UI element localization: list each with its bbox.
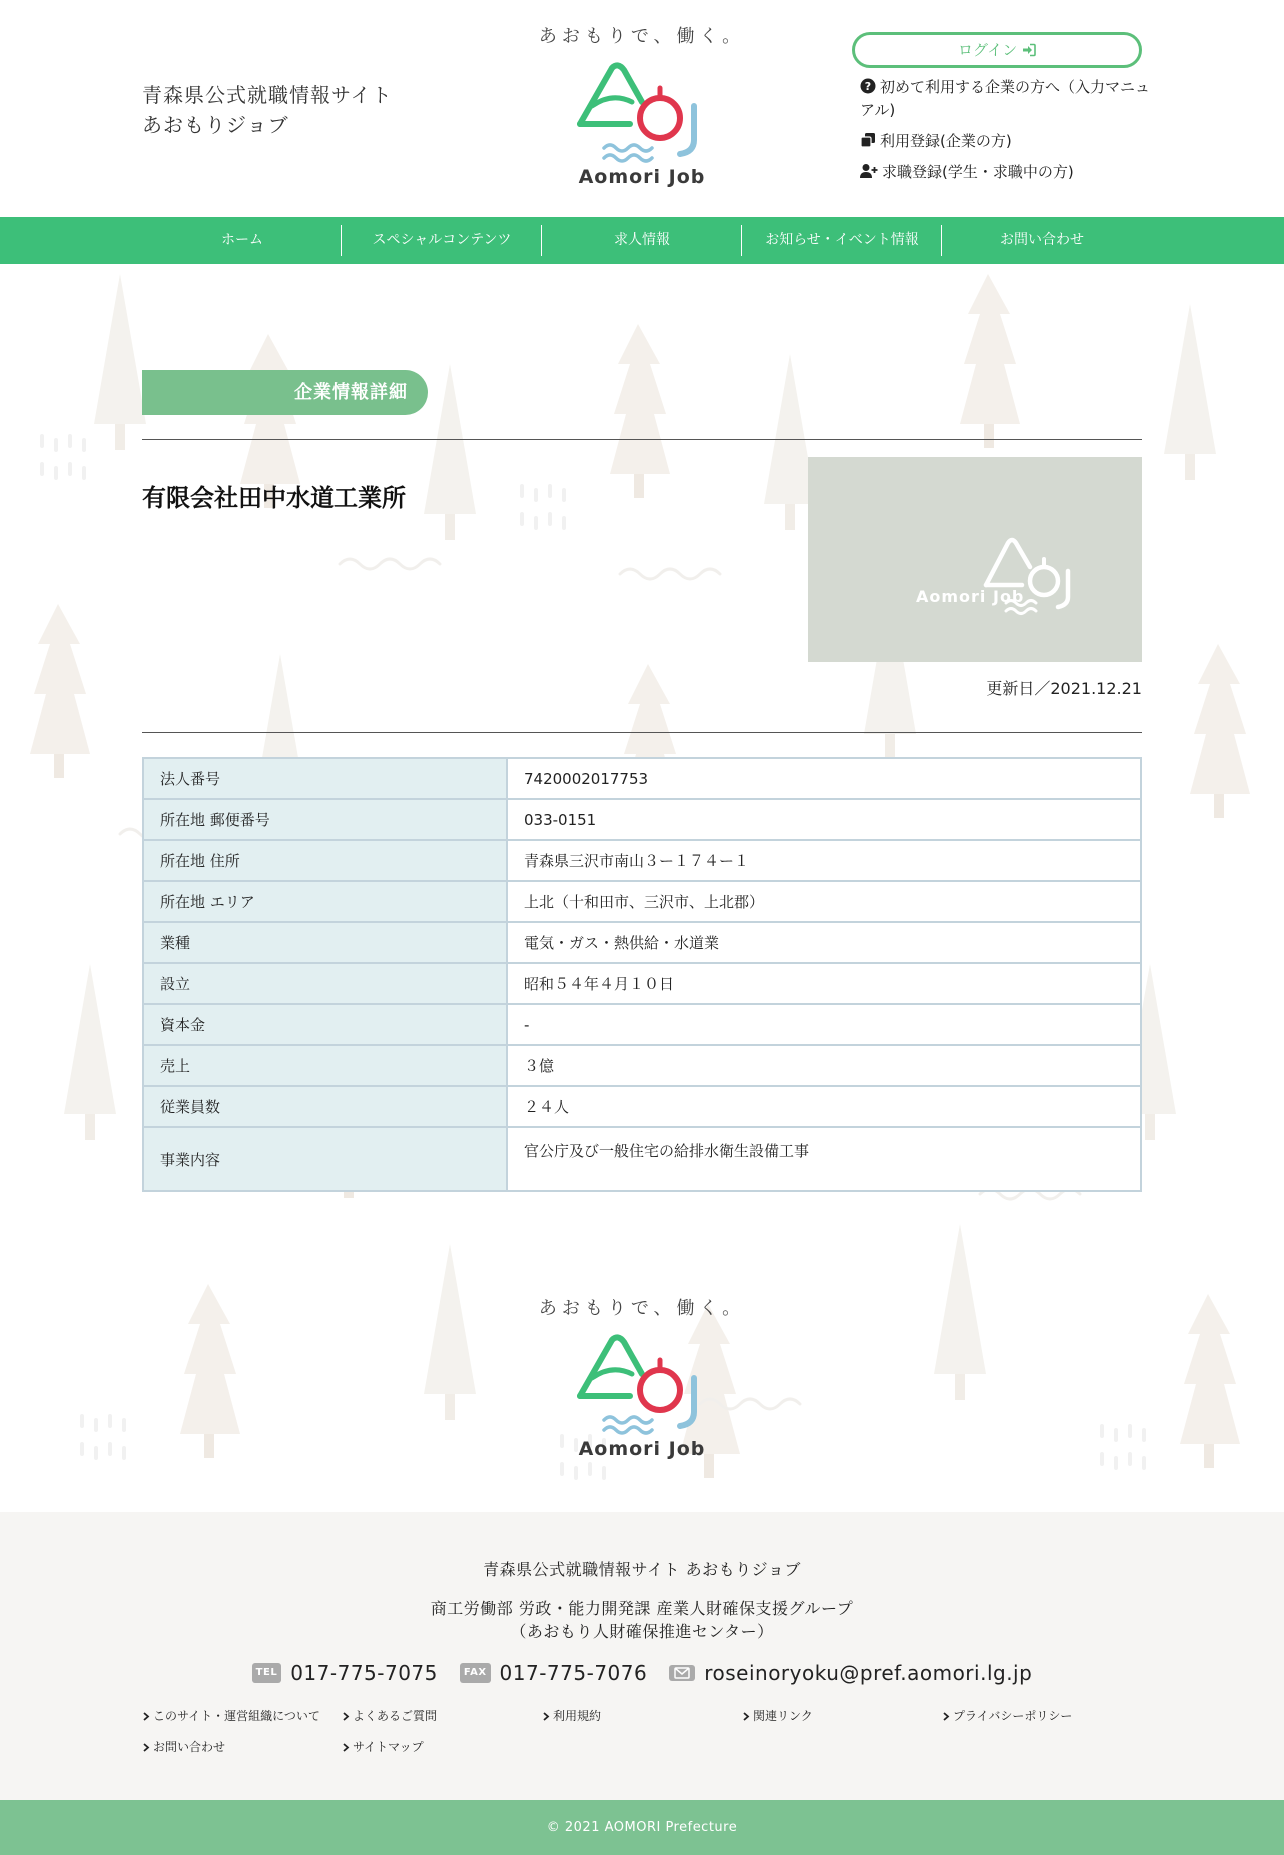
placeholder-logo-text: Aomori Job bbox=[916, 587, 1025, 606]
footer-link-label: お問い合わせ bbox=[153, 1740, 226, 1754]
row-label: 事業内容 bbox=[143, 1127, 507, 1191]
table-row bbox=[143, 758, 1141, 799]
row-label: 売上 bbox=[143, 1045, 507, 1086]
nav-divider bbox=[541, 225, 542, 256]
row-value: - bbox=[507, 1004, 1141, 1045]
row-value: 昭和５４年４月１０日 bbox=[507, 963, 1141, 1004]
nav-divider bbox=[941, 225, 942, 256]
chevron-right-icon bbox=[342, 1743, 350, 1752]
footer-link-label: プライバシーポリシー bbox=[953, 1709, 1073, 1723]
footer-link-label: よくあるご質問 bbox=[353, 1709, 438, 1723]
chevron-right-icon bbox=[142, 1712, 150, 1721]
question-icon bbox=[860, 78, 876, 94]
login-label: ログイン bbox=[957, 41, 1018, 59]
logo-text: Aomori Job bbox=[578, 1438, 706, 1460]
row-label: 所在地 郵便番号 bbox=[143, 799, 507, 840]
login-button[interactable] bbox=[852, 32, 1142, 68]
placeholder-logo bbox=[808, 457, 1142, 662]
company-name: 有限会社田中水道工業所 bbox=[142, 484, 406, 512]
footer-site-name: 青森県公式就職情報サイト あおもりジョブ bbox=[483, 1560, 801, 1579]
row-value: ２４人 bbox=[507, 1086, 1141, 1127]
table-row bbox=[143, 963, 1141, 1004]
row-value: 電気・ガス・熱供給・水道業 bbox=[507, 922, 1141, 963]
row-label: 法人番号 bbox=[143, 758, 507, 799]
footer-link-related[interactable] bbox=[742, 1708, 942, 1725]
footer-link-label: このサイト・運営組織について bbox=[153, 1709, 320, 1723]
tel-badge: TEL bbox=[252, 1663, 282, 1683]
company-register-label: 利用登録(企業の方) bbox=[880, 132, 1012, 150]
table-row bbox=[143, 922, 1141, 963]
footer-link-label: 関連リンク bbox=[753, 1709, 813, 1723]
jobseeker-register-link[interactable] bbox=[860, 161, 1150, 184]
svg-text:?: ? bbox=[864, 80, 872, 93]
site-footer bbox=[0, 1512, 1284, 1800]
nav-divider bbox=[341, 225, 342, 256]
user-plus-icon bbox=[860, 163, 878, 179]
first-time-company-label: 初めて利用する企業の方へ（入力マニュアル) bbox=[860, 78, 1151, 119]
row-label: 資本金 bbox=[143, 1004, 507, 1045]
chevron-right-icon bbox=[942, 1712, 950, 1721]
site-title[interactable] bbox=[142, 80, 393, 140]
update-date: 更新日／2021.12.21 bbox=[986, 679, 1142, 698]
chevron-right-icon bbox=[142, 1743, 150, 1752]
company-info-table bbox=[142, 757, 1142, 1192]
header-tagline: あおもりで、働く。 bbox=[538, 26, 746, 47]
aomori-job-logo-mark bbox=[572, 1334, 712, 1438]
nav-item-special-contents[interactable]: スペシャルコンテンツ bbox=[372, 232, 512, 248]
mail-icon bbox=[669, 1665, 695, 1681]
chevron-right-icon bbox=[542, 1712, 550, 1721]
global-nav bbox=[0, 217, 1284, 264]
divider bbox=[142, 732, 1142, 733]
nav-item-contact[interactable]: お問い合わせ bbox=[1000, 232, 1084, 248]
table-row bbox=[143, 799, 1141, 840]
copy-icon bbox=[860, 132, 876, 148]
site-header bbox=[0, 0, 1284, 217]
first-time-company-link[interactable] bbox=[860, 76, 1150, 122]
nav-item-home[interactable]: ホーム bbox=[221, 232, 263, 248]
row-value: 7420002017753 bbox=[507, 758, 1141, 799]
fax-number: 017-775-7076 bbox=[499, 1661, 648, 1685]
section-heading: 企業情報詳細 bbox=[142, 370, 428, 415]
envelope-icon bbox=[674, 1667, 690, 1679]
tel-number[interactable]: 017-775-7075 bbox=[290, 1661, 438, 1685]
site-title-line1[interactable]: 青森県公式就職情報サイト bbox=[142, 83, 393, 107]
aomori-job-logo-mark bbox=[572, 62, 712, 166]
row-value: 官公庁及び一般住宅の給排水衛生設備工事 bbox=[507, 1127, 1141, 1191]
footer-link-about[interactable] bbox=[142, 1708, 342, 1725]
jobseeker-register-label: 求職登録(学生・求職中の方) bbox=[882, 163, 1074, 181]
chevron-right-icon bbox=[742, 1712, 750, 1721]
fax-contact bbox=[460, 1661, 647, 1685]
footer-links bbox=[142, 1708, 1142, 1756]
footer-org-line2: （あおもり人財確保推進センター） bbox=[510, 1622, 774, 1641]
tel-contact[interactable] bbox=[252, 1661, 438, 1685]
divider bbox=[142, 439, 1142, 440]
email-address[interactable]: roseinoryoku@pref.aomori.lg.jp bbox=[704, 1661, 1033, 1685]
email-contact[interactable] bbox=[669, 1661, 1032, 1685]
company-register-link[interactable] bbox=[860, 130, 1150, 153]
site-logo[interactable] bbox=[572, 62, 712, 192]
nav-item-news-events[interactable]: お知らせ・イベント情報 bbox=[765, 232, 919, 248]
chevron-right-icon bbox=[342, 1712, 350, 1721]
row-value: 033-0151 bbox=[507, 799, 1141, 840]
site-title-line2[interactable]: あおもりジョブ bbox=[142, 113, 289, 137]
table-row bbox=[143, 881, 1141, 922]
footer-link-label: サイトマップ bbox=[353, 1740, 424, 1754]
nav-item-job-info[interactable]: 求人情報 bbox=[614, 232, 670, 248]
footer-org-line1: 商工労働部 労政・能力開発課 産業人財確保支援グループ bbox=[430, 1599, 854, 1618]
row-label: 業種 bbox=[143, 922, 507, 963]
table-row bbox=[143, 1045, 1141, 1086]
bottom-logo[interactable] bbox=[572, 1334, 712, 1464]
nav-divider bbox=[741, 225, 742, 256]
copyright: © 2021 AOMORI Prefecture bbox=[0, 1800, 1284, 1855]
footer-link-faq[interactable] bbox=[342, 1708, 542, 1725]
logo-text: Aomori Job bbox=[578, 166, 706, 188]
bottom-tagline: あおもりで、働く。 bbox=[538, 1298, 746, 1319]
row-value: 青森県三沢市南山３ー１７４ー１ bbox=[507, 840, 1141, 881]
footer-link-terms[interactable] bbox=[542, 1708, 742, 1725]
row-label: 従業員数 bbox=[143, 1086, 507, 1127]
table-row bbox=[143, 1004, 1141, 1045]
row-value: ３億 bbox=[507, 1045, 1141, 1086]
fax-badge: FAX bbox=[460, 1663, 491, 1683]
table-row bbox=[143, 1086, 1141, 1127]
row-label: 設立 bbox=[143, 963, 507, 1004]
row-label: 所在地 住所 bbox=[143, 840, 507, 881]
footer-link-contact[interactable] bbox=[142, 1739, 342, 1756]
row-value: 上北（十和田市、三沢市、上北郡） bbox=[507, 881, 1141, 922]
footer-link-label: 利用規約 bbox=[553, 1709, 602, 1723]
table-row bbox=[143, 1127, 1141, 1191]
sign-in-icon bbox=[1022, 43, 1036, 57]
contact-info bbox=[0, 1661, 1284, 1685]
company-image-placeholder bbox=[808, 457, 1142, 662]
footer-link-privacy[interactable] bbox=[942, 1708, 1142, 1725]
row-label: 所在地 エリア bbox=[143, 881, 507, 922]
table-row bbox=[143, 840, 1141, 881]
footer-link-sitemap[interactable] bbox=[342, 1739, 542, 1756]
